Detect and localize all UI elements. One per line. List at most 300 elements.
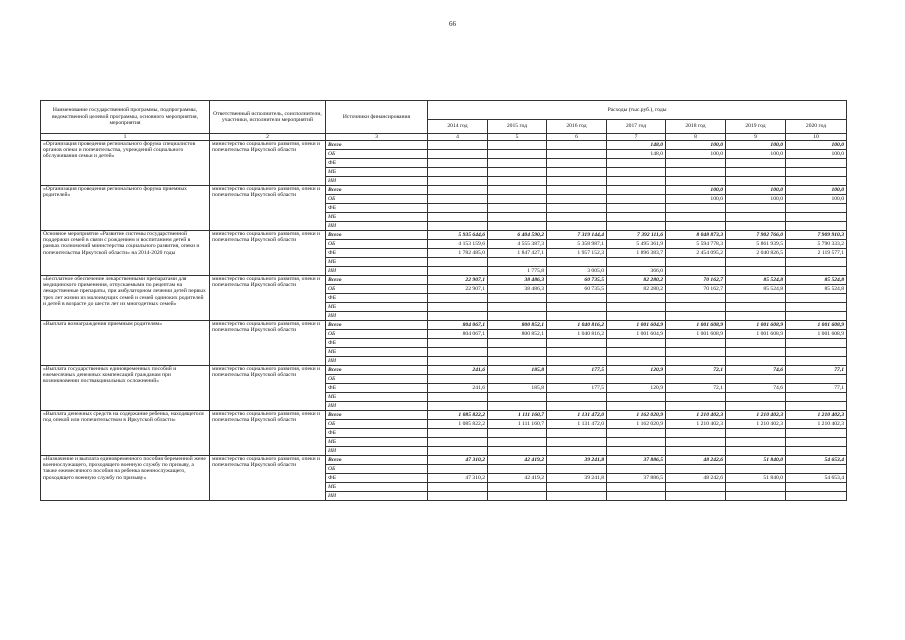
funding-source: Всего [326,231,428,240]
program-name: «Организация проведения регионального форума приемных родителей» [41,186,210,231]
amount-cell [428,294,488,303]
column-number: 2 [210,134,326,141]
amount-cell [488,339,547,348]
amount-cell [547,438,607,447]
amount-cell [666,267,726,276]
amount-cell [428,168,488,177]
amount-cell [547,348,607,357]
amount-cell: 100,0 [786,186,847,195]
column-number: 8 [666,134,726,141]
amount-cell [666,258,726,267]
column-number: 4 [428,134,488,141]
amount-cell [488,465,547,474]
amount-cell [547,159,607,168]
funding-source: ИИ [326,402,428,411]
amount-cell [428,222,488,231]
amount-cell [726,222,786,231]
amount-cell [607,213,666,222]
amount-cell: 2 119 577,1 [786,249,847,258]
executor-name: министерство социального развития, опеки и попечительства Иркутской области [210,321,326,366]
amount-cell: 38 486,3 [488,276,547,285]
amount-cell [607,348,666,357]
amount-cell [488,393,547,402]
amount-cell [428,303,488,312]
funding-source: ИИ [326,222,428,231]
executor-name: министерство социального развития, опеки и попечительства Иркутской области [210,456,326,501]
amount-cell [666,222,726,231]
amount-cell [428,465,488,474]
amount-cell [607,438,666,447]
amount-cell: 177,5 [547,384,607,393]
amount-cell: 5 358 987,1 [547,240,607,249]
amount-cell: 5 861 939,5 [726,240,786,249]
amount-cell: 42 419,2 [488,456,547,465]
amount-cell: 804 067,1 [428,330,488,339]
amount-cell: 60 735,5 [547,285,607,294]
amount-cell: 100,0 [786,141,847,150]
amount-cell: 1 001 608,9 [666,321,726,330]
amount-cell [726,348,786,357]
amount-cell [786,222,847,231]
header-year: 2015 год [488,120,547,134]
amount-cell [786,438,847,447]
funding-source: ФБ [326,474,428,483]
amount-cell: 5 495 361,9 [607,240,666,249]
amount-cell [726,159,786,168]
amount-cell: 22 907,1 [428,285,488,294]
amount-cell [488,303,547,312]
amount-cell: 1 001 608,9 [786,330,847,339]
amount-cell [607,204,666,213]
amount-cell [428,195,488,204]
table-row [41,456,847,465]
header-year: 2019 год [726,120,786,134]
amount-cell [666,204,726,213]
amount-cell: 48 242,6 [666,456,726,465]
amount-cell [488,195,547,204]
amount-cell [666,168,726,177]
amount-cell: 85 524,8 [786,276,847,285]
amount-cell [428,447,488,456]
amount-cell [726,393,786,402]
amount-cell: 100,0 [666,186,726,195]
amount-cell: 2 040 826,5 [726,249,786,258]
amount-cell: 148,0 [607,141,666,150]
amount-cell [607,186,666,195]
funding-source: ИИ [326,312,428,321]
funding-source: ФБ [326,429,428,438]
table-row [41,186,847,195]
amount-cell [428,393,488,402]
amount-cell: 1 001 608,9 [786,321,847,330]
amount-cell [488,375,547,384]
amount-cell [607,357,666,366]
funding-source: ОБ [326,420,428,429]
amount-cell [607,429,666,438]
amount-cell: 100,0 [786,150,847,159]
executor-name: министерство социального развития, опеки и попечительства Иркутской области [210,411,326,456]
amount-cell: 37 886,5 [607,456,666,465]
amount-cell [726,258,786,267]
amount-cell [428,150,488,159]
amount-cell: 1 001 604,9 [607,321,666,330]
amount-cell: 7 319 144,4 [547,231,607,240]
amount-cell [428,312,488,321]
amount-cell: 6 404 590,2 [488,231,547,240]
amount-cell [726,483,786,492]
amount-cell: 1 111 160,7 [488,420,547,429]
amount-cell: 42 419,2 [488,474,547,483]
amount-cell: 7 392 111,6 [607,231,666,240]
amount-cell [786,168,847,177]
funding-source: ОБ [326,150,428,159]
table-row [41,321,847,330]
executor-name: министерство социального развития, опеки и попечительства Иркутской области [210,141,326,186]
funding-source: Всего [326,141,428,150]
amount-cell [666,465,726,474]
amount-cell: 1 210 402,3 [666,411,726,420]
amount-cell: 177,5 [547,366,607,375]
amount-cell: 22 907,1 [428,276,488,285]
amount-cell [488,348,547,357]
header-program: Наименование государственной программы, подпрограммы, ведомственной целевой программы, основного мероприятия, мероприятия [41,101,210,134]
amount-cell [666,447,726,456]
funding-source: ОБ [326,195,428,204]
program-name: «Назначение и выплата единовременного пособия беременной жене военнослужащего, проходящего военную службу по призыву, а также ежемесячного пособия на ребенка военнослужащего, проходящего военную службу по призыву» [41,456,210,501]
funding-source: ФБ [326,339,428,348]
amount-cell: 51 840,0 [726,456,786,465]
amount-cell: 82 280,2 [607,285,666,294]
executor-name: министерство социального развития, опеки и попечительства Иркутской области [210,186,326,231]
amount-cell: 1 085 822,2 [428,420,488,429]
amount-cell [726,375,786,384]
amount-cell [428,483,488,492]
funding-source: МБ [326,348,428,357]
amount-cell [786,465,847,474]
amount-cell: 1 210 402,3 [786,411,847,420]
amount-cell [786,393,847,402]
amount-cell [547,492,607,501]
executor-name: министерство социального развития, опеки и попечительства Иркутской области [210,276,326,321]
funding-source: ОБ [326,330,428,339]
amount-cell [726,357,786,366]
amount-cell: 120,9 [607,366,666,375]
column-number: 10 [786,134,847,141]
amount-cell [428,438,488,447]
amount-cell: 1 162 020,9 [607,420,666,429]
financing-table [40,100,847,501]
amount-cell [666,483,726,492]
amount-cell: 1 085 822,2 [428,411,488,420]
header-source: Источники финансирования [326,101,428,134]
header-year: 2018 год [666,120,726,134]
amount-cell [547,258,607,267]
funding-source: ИИ [326,492,428,501]
amount-cell [786,402,847,411]
amount-cell: 3 005,0 [547,267,607,276]
amount-cell [547,429,607,438]
program-name: «Выплата денежных средств на содержание ребенка, находящегося под опекой или попечительством в Иркутской области» [41,411,210,456]
amount-cell [607,483,666,492]
amount-cell [488,168,547,177]
amount-cell [607,195,666,204]
amount-cell [726,303,786,312]
amount-cell [666,348,726,357]
amount-cell: 1 001 608,9 [726,330,786,339]
amount-cell: 1 210 402,3 [726,420,786,429]
amount-cell: 77,1 [786,366,847,375]
funding-source: Всего [326,456,428,465]
amount-cell: 120,9 [607,384,666,393]
column-number: 6 [547,134,607,141]
amount-cell: 1 847 427,1 [488,249,547,258]
funding-source: ФБ [326,204,428,213]
funding-source: ОБ [326,285,428,294]
amount-cell [607,294,666,303]
amount-cell [488,159,547,168]
header-year: 2020 год [786,120,847,134]
amount-cell [547,204,607,213]
amount-cell [428,339,488,348]
column-number: 9 [726,134,786,141]
amount-cell [726,447,786,456]
header-expenses: Расходы (тыс.руб.), годы [428,101,847,120]
funding-source: МБ [326,168,428,177]
amount-cell [547,141,607,150]
amount-cell [786,294,847,303]
amount-cell: 1 210 402,3 [666,420,726,429]
amount-cell [488,357,547,366]
amount-cell [786,348,847,357]
amount-cell [547,483,607,492]
amount-cell: 804 067,1 [428,321,488,330]
program-name: «Организация проведения регионального форума специалистов органов опеки и попечительства, учреждений социального обслуживания семьи и детей» [41,141,210,186]
funding-source: Всего [326,321,428,330]
amount-cell: 185,8 [488,366,547,375]
amount-cell: 1 210 402,3 [726,411,786,420]
amount-cell: 72,1 [666,366,726,375]
amount-cell: 74,6 [726,366,786,375]
amount-cell: 100,0 [666,141,726,150]
amount-cell [547,294,607,303]
amount-cell: 47 310,2 [428,474,488,483]
amount-cell: 1 957 152,3 [547,249,607,258]
amount-cell [726,438,786,447]
amount-cell [666,159,726,168]
amount-cell [666,492,726,501]
funding-source: Всего [326,276,428,285]
table-row [41,366,847,375]
amount-cell: 1 782 485,0 [428,249,488,258]
amount-cell: 37 886,5 [607,474,666,483]
amount-cell: 60 735,5 [547,276,607,285]
amount-cell [666,402,726,411]
amount-cell [666,375,726,384]
program-name: Основное мероприятие «Развитие системы государственной поддержки семей в связи с рождением и воспитанием детей в рамках полномочий министерства социального развития, опеки и попечительства Иркутской области» на 2014-2020 годы [41,231,210,276]
amount-cell [547,393,607,402]
amount-cell [726,213,786,222]
column-number: 1 [41,134,210,141]
amount-cell [726,267,786,276]
amount-cell: 366,0 [607,267,666,276]
amount-cell: 5 790 333,2 [786,240,847,249]
amount-cell: 1 001 604,9 [607,330,666,339]
executor-name: министерство социального развития, опеки и попечительства Иркутской области [210,231,326,276]
funding-source: ФБ [326,384,428,393]
amount-cell [666,429,726,438]
funding-source: ОБ [326,465,428,474]
amount-cell [666,339,726,348]
amount-cell [786,375,847,384]
amount-cell: 1 001 608,9 [666,330,726,339]
amount-cell [607,303,666,312]
funding-source: МБ [326,438,428,447]
amount-cell [607,492,666,501]
amount-cell [488,204,547,213]
header-year: 2016 год [547,120,607,134]
amount-cell [666,312,726,321]
amount-cell [786,357,847,366]
amount-cell [666,393,726,402]
amount-cell: 1 001 608,9 [726,321,786,330]
funding-source: ФБ [326,294,428,303]
amount-cell [547,186,607,195]
amount-cell [726,492,786,501]
amount-cell [488,150,547,159]
amount-cell: 185,8 [488,384,547,393]
amount-cell [428,357,488,366]
funding-source: МБ [326,393,428,402]
amount-cell [726,312,786,321]
amount-cell: 39 241,8 [547,456,607,465]
amount-cell [607,393,666,402]
table-row [41,411,847,420]
amount-cell: 148,0 [607,150,666,159]
amount-cell [488,402,547,411]
amount-cell [547,447,607,456]
amount-cell [726,402,786,411]
amount-cell: 100,0 [726,186,786,195]
amount-cell: 47 310,2 [428,456,488,465]
amount-cell [666,213,726,222]
amount-cell [726,429,786,438]
amount-cell [786,492,847,501]
amount-cell [607,312,666,321]
amount-cell: 100,0 [726,195,786,204]
amount-cell: 38 486,3 [488,285,547,294]
amount-cell [488,483,547,492]
amount-cell [428,402,488,411]
amount-cell [547,150,607,159]
amount-cell [786,258,847,267]
amount-cell [786,177,847,186]
funding-source: МБ [326,303,428,312]
amount-cell: 1 111 160,7 [488,411,547,420]
amount-cell: 4 153 159,6 [428,240,488,249]
funding-source: ОБ [326,240,428,249]
funding-source: ОБ [326,375,428,384]
amount-cell [547,465,607,474]
amount-cell [488,429,547,438]
amount-cell: 85 524,8 [786,285,847,294]
amount-cell [428,177,488,186]
amount-cell [726,177,786,186]
amount-cell [726,339,786,348]
amount-cell: 51 840,0 [726,474,786,483]
amount-cell: 7 909 910,3 [786,231,847,240]
amount-cell: 70 162,7 [666,285,726,294]
amount-cell [666,357,726,366]
amount-cell [428,141,488,150]
amount-cell [726,204,786,213]
amount-cell [607,465,666,474]
funding-source: Всего [326,186,428,195]
amount-cell [428,429,488,438]
funding-source: ИИ [326,357,428,366]
amount-cell: 1 131 472,0 [547,420,607,429]
funding-source: Всего [326,366,428,375]
amount-cell [428,492,488,501]
amount-cell [607,402,666,411]
funding-source: МБ [326,213,428,222]
amount-cell: 85 524,8 [726,276,786,285]
amount-cell [488,492,547,501]
funding-source: ИИ [326,267,428,276]
amount-cell: 48 242,6 [666,474,726,483]
amount-cell [428,213,488,222]
column-number: 5 [488,134,547,141]
column-number: 3 [326,134,428,141]
amount-cell: 241,6 [428,366,488,375]
amount-cell [428,159,488,168]
table-row [41,276,847,285]
amount-cell [786,204,847,213]
amount-cell [547,402,607,411]
amount-cell: 70 162,7 [666,276,726,285]
amount-cell: 77,1 [786,384,847,393]
amount-cell: 1 896 383,7 [607,249,666,258]
funding-source: ФБ [326,159,428,168]
amount-cell [488,294,547,303]
amount-cell: 100,0 [666,195,726,204]
amount-cell: 1 131 472,0 [547,411,607,420]
amount-cell: 82 280,2 [607,276,666,285]
amount-cell [786,312,847,321]
amount-cell [607,168,666,177]
column-number: 7 [607,134,666,141]
amount-cell [607,222,666,231]
amount-cell [726,168,786,177]
amount-cell: 85 524,8 [726,285,786,294]
amount-cell [547,312,607,321]
header-executor: Ответственный исполнитель, соисполнители, участники, исполнители мероприятий [210,101,326,134]
amount-cell: 7 902 766,0 [726,231,786,240]
amount-cell [547,195,607,204]
funding-source: ФБ [326,249,428,258]
amount-cell [488,186,547,195]
amount-cell: 100,0 [726,141,786,150]
executor-name: министерство социального развития, опеки и попечительства Иркутской области [210,366,326,411]
header-year: 2014 год [428,120,488,134]
amount-cell: 100,0 [666,150,726,159]
amount-cell: 8 048 873,3 [666,231,726,240]
amount-cell [428,348,488,357]
funding-source: ИИ [326,447,428,456]
amount-cell [428,258,488,267]
amount-cell [428,204,488,213]
amount-cell [607,177,666,186]
amount-cell [786,303,847,312]
